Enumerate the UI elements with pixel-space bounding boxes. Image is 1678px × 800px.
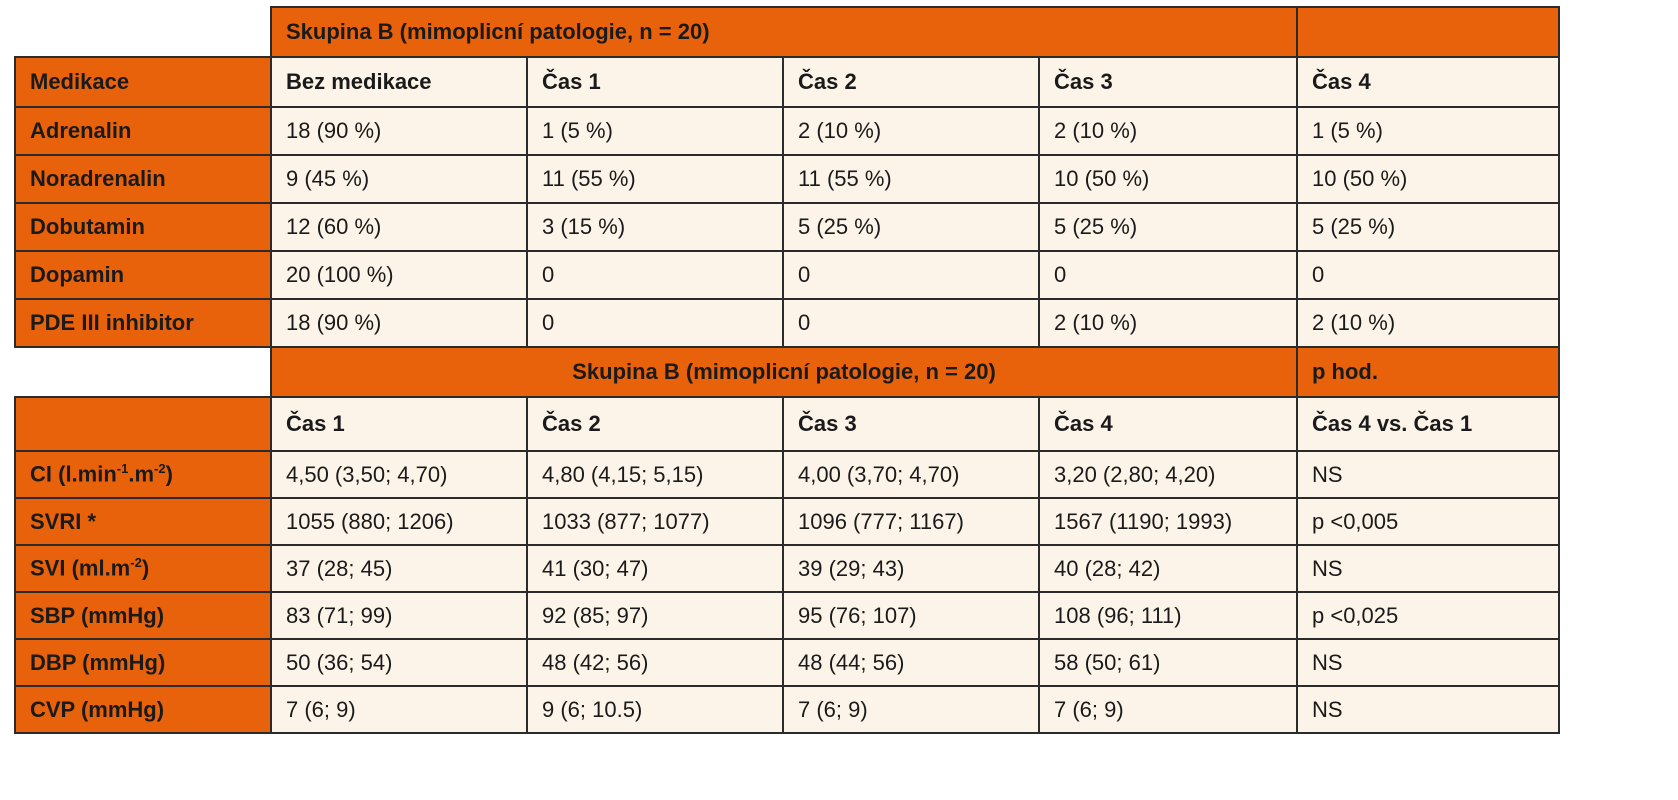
column-header-medikace: Medikace	[15, 57, 271, 107]
table-cell: 40 (28; 42)	[1039, 545, 1297, 592]
row-label	[15, 498, 271, 545]
column-header-empty	[15, 397, 271, 451]
table-row	[15, 545, 1559, 592]
table-row	[15, 107, 1559, 155]
table-cell: NS	[1297, 451, 1559, 498]
table-cell: 48 (42; 56)	[527, 639, 783, 686]
table-row	[15, 639, 1559, 686]
table-row	[15, 451, 1559, 498]
column-header: Čas 4 vs. Čas 1	[1297, 397, 1559, 451]
table-cell: 1 (5 %)	[527, 107, 783, 155]
table-cell: 9 (45 %)	[271, 155, 527, 203]
table-cell: 1096 (777; 1167)	[783, 498, 1039, 545]
table-row	[15, 686, 1559, 733]
row-label	[15, 686, 271, 733]
table1-group-header-empty	[1297, 7, 1559, 57]
table-cell: 0	[527, 299, 783, 347]
table-cell: 0	[527, 251, 783, 299]
table-row	[15, 498, 1559, 545]
column-header: Čas 4	[1039, 397, 1297, 451]
row-label	[15, 639, 271, 686]
table-cell: 92 (85; 97)	[527, 592, 783, 639]
row-label	[15, 592, 271, 639]
row-label-text: CI (l.min	[30, 461, 117, 487]
table-cell: 5 (25 %)	[783, 203, 1039, 251]
table2-group-header-row	[15, 347, 1559, 397]
column-header-bez-medikace: Bez medikace	[271, 57, 527, 107]
table-cell: 4,00 (3,70; 4,70)	[783, 451, 1039, 498]
table-cell: p <0,025	[1297, 592, 1559, 639]
row-label: Dobutamin	[15, 203, 271, 251]
table-cell: 3,20 (2,80; 4,20)	[1039, 451, 1297, 498]
table-cell: 1033 (877; 1077)	[527, 498, 783, 545]
table-cell: 0	[783, 251, 1039, 299]
row-label-text: )	[165, 461, 173, 487]
row-label-superscript: -1	[116, 461, 129, 477]
table-row	[15, 203, 1559, 251]
column-header: Čas 3	[783, 397, 1039, 451]
table-cell: 10 (50 %)	[1039, 155, 1297, 203]
table-cell: 50 (36; 54)	[271, 639, 527, 686]
table-cell: 2 (10 %)	[1297, 299, 1559, 347]
blank-cell	[15, 7, 271, 57]
row-label	[15, 451, 271, 498]
table-cell: 0	[1039, 251, 1297, 299]
row-label-text: CVP (mmHg)	[30, 696, 165, 722]
table-cell: 1 (5 %)	[1297, 107, 1559, 155]
table-cell: 10 (50 %)	[1297, 155, 1559, 203]
table-cell: 1567 (1190; 1993)	[1039, 498, 1297, 545]
table-cell: 2 (10 %)	[783, 107, 1039, 155]
table-cell: NS	[1297, 639, 1559, 686]
row-label	[15, 545, 271, 592]
table-cell: 7 (6; 9)	[1039, 686, 1297, 733]
row-label: Noradrenalin	[15, 155, 271, 203]
table-row	[15, 155, 1559, 203]
table-cell: 39 (29; 43)	[783, 545, 1039, 592]
results-table	[14, 6, 1560, 734]
table1-column-header-row	[15, 57, 1559, 107]
table-cell: 2 (10 %)	[1039, 299, 1297, 347]
table-cell: 5 (25 %)	[1297, 203, 1559, 251]
row-label-text: .m	[128, 461, 155, 487]
table-cell: 108 (96; 111)	[1039, 592, 1297, 639]
table2-group-header: Skupina B (mimoplicní patologie, n = 20)	[271, 347, 1297, 397]
table-cell: 0	[1297, 251, 1559, 299]
table-cell: p <0,005	[1297, 498, 1559, 545]
column-header: Čas 2	[527, 397, 783, 451]
table-row	[15, 251, 1559, 299]
table-cell: NS	[1297, 545, 1559, 592]
table-cell: 4,80 (4,15; 5,15)	[527, 451, 783, 498]
table-cell: 18 (90 %)	[271, 299, 527, 347]
row-label: Adrenalin	[15, 107, 271, 155]
table-cell: 83 (71; 99)	[271, 592, 527, 639]
table-cell: 58 (50; 61)	[1039, 639, 1297, 686]
column-header-cas-2: Čas 2	[783, 57, 1039, 107]
table-cell: 48 (44; 56)	[783, 639, 1039, 686]
table-cell: 9 (6; 10.5)	[527, 686, 783, 733]
p-value-header: p hod.	[1297, 347, 1559, 397]
table-cell: 1055 (880; 1206)	[271, 498, 527, 545]
table-cell: 18 (90 %)	[271, 107, 527, 155]
row-label-superscript: -2	[130, 555, 142, 571]
table-cell: 20 (100 %)	[271, 251, 527, 299]
table1-group-header-row	[15, 7, 1559, 57]
table-cell: 3 (15 %)	[527, 203, 783, 251]
column-header-cas-1: Čas 1	[527, 57, 783, 107]
column-header-cas-4: Čas 4	[1297, 57, 1559, 107]
row-label-superscript: -2	[154, 461, 166, 477]
table-cell: NS	[1297, 686, 1559, 733]
table-cell: 11 (55 %)	[527, 155, 783, 203]
table-cell: 37 (28; 45)	[271, 545, 527, 592]
table-cell: 11 (55 %)	[783, 155, 1039, 203]
table-cell: 41 (30; 47)	[527, 545, 783, 592]
row-label-text: SBP (mmHg)	[30, 602, 165, 628]
blank-cell	[15, 347, 271, 397]
table-cell: 7 (6; 9)	[271, 686, 527, 733]
table2-column-header-row	[15, 397, 1559, 451]
table-cell: 0	[783, 299, 1039, 347]
table-row	[15, 592, 1559, 639]
table-row	[15, 299, 1559, 347]
table-cell: 5 (25 %)	[1039, 203, 1297, 251]
table-cell: 2 (10 %)	[1039, 107, 1297, 155]
row-label: PDE III inhibitor	[15, 299, 271, 347]
column-header: Čas 1	[271, 397, 527, 451]
column-header-cas-3: Čas 3	[1039, 57, 1297, 107]
row-label-text: SVRI *	[30, 508, 97, 534]
row-label-text: DBP (mmHg)	[30, 649, 166, 675]
row-label-text: )	[141, 555, 150, 581]
table-cell: 12 (60 %)	[271, 203, 527, 251]
table-cell: 7 (6; 9)	[783, 686, 1039, 733]
row-label-text: SVI (ml.m	[30, 555, 131, 581]
table1-group-header: Skupina B (mimoplicní patologie, n = 20)	[271, 7, 1297, 57]
row-label: Dopamin	[15, 251, 271, 299]
table-cell: 4,50 (3,50; 4,70)	[271, 451, 527, 498]
table-cell: 95 (76; 107)	[783, 592, 1039, 639]
